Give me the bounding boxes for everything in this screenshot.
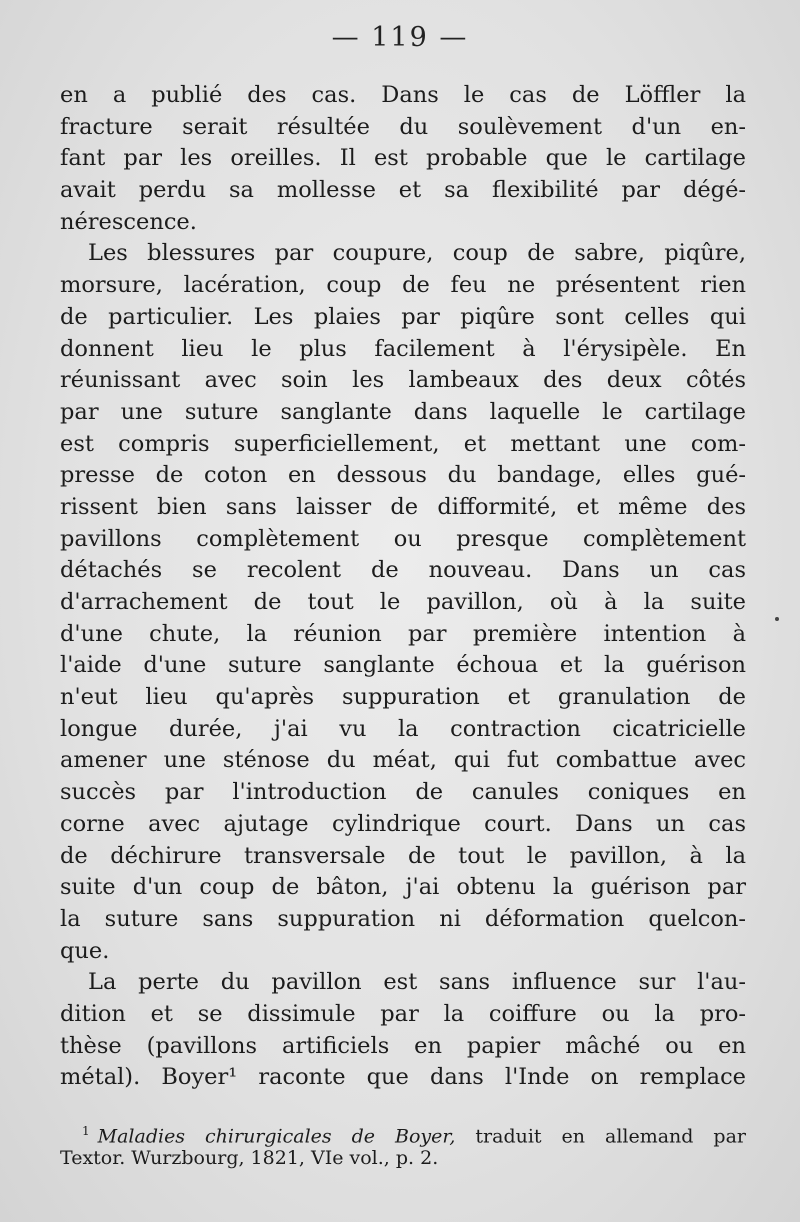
text-line: suite d'un coup de bâton, j'ai obtenu la guérison par bbox=[60, 874, 746, 901]
text-line: thèse (pavillons artificiels en papier mâché ou en bbox=[60, 1032, 746, 1059]
footnote-line bbox=[60, 1118, 746, 1148]
text-line: la suture sans suppuration ni déformation quelcon- bbox=[60, 905, 746, 932]
footnote-mark: 1 bbox=[82, 1124, 90, 1138]
paper-speck bbox=[775, 617, 779, 621]
text-line: dition et se dissimule par la coiffure ou la pro- bbox=[60, 1000, 746, 1027]
page-number: — 119 — bbox=[331, 22, 469, 53]
text-line: donnent lieu le plus facilement à l'érysipèle. En bbox=[60, 335, 746, 362]
text-line: fant par les oreilles. Il est probable que le cartilage bbox=[60, 145, 746, 172]
text-line: rissent bien sans laisser de difformité, et même des bbox=[60, 493, 746, 520]
text-line: d'arrachement de tout le pavillon, où à la suite bbox=[60, 589, 746, 615]
text-line: corne avec ajutage cylindrique court. Dans un cas bbox=[60, 810, 746, 837]
text-line: presse de coton en dessous du bandage, elles gué- bbox=[60, 462, 746, 489]
text-line: pavillons complètement ou presque complètement bbox=[60, 525, 746, 552]
footnote bbox=[60, 1118, 746, 1172]
text-line: amener une sténose du méat, qui fut combattue avec bbox=[60, 747, 746, 774]
text-line: l'aide d'une suture sanglante échoua et la guérison bbox=[60, 652, 746, 679]
text-line: n'eut lieu qu'après suppuration et granulation de bbox=[60, 684, 746, 711]
text-line: par une suture sanglante dans laquelle le cartilage bbox=[60, 398, 746, 425]
text-line: morsure, lacération, coup de feu ne présentent rien bbox=[60, 272, 746, 299]
text-line: d'une chute, la réunion par première intention à bbox=[60, 620, 746, 647]
text-line: métal). Boyer¹ raconte que dans l'Inde on remplace bbox=[60, 1064, 746, 1091]
text-line: en a publié des cas. Dans le cas de Löffler la bbox=[60, 82, 746, 108]
footnote-title: Maladies chirurgicales de Boyer, bbox=[97, 1125, 456, 1148]
text-line: détachés se recolent de nouveau. Dans un cas bbox=[60, 557, 746, 584]
footnote-text: traduit en allemand par bbox=[455, 1125, 746, 1148]
text-line: que. bbox=[60, 937, 110, 964]
text-line: avait perdu sa mollesse et sa flexibilité par dégé- bbox=[60, 177, 746, 204]
text-line: Les blessures par coupure, coup de sabre, piqûre, bbox=[88, 240, 746, 267]
text-line: réunissant avec soin les lambeaux des deux côtés bbox=[60, 367, 746, 394]
text-line: fracture serait résultée du soulèvement d'un en- bbox=[60, 113, 746, 140]
text-line: longue durée, j'ai vu la contraction cicatricielle bbox=[60, 715, 746, 742]
text-line: succès par l'introduction de canules coniques en bbox=[60, 779, 746, 806]
footnote-line: Textor. Wurzbourg, 1821, VIe vol., p. 2. bbox=[60, 1147, 439, 1169]
text-line: de déchirure transversale de tout le pavillon, à la bbox=[60, 842, 746, 869]
body-text bbox=[60, 80, 746, 1094]
text-line: de particulier. Les plaies par piqûre sont celles qui bbox=[60, 303, 746, 330]
text-line: est compris superficiellement, et mettant une com- bbox=[60, 430, 746, 457]
text-line: nérescence. bbox=[60, 208, 197, 235]
text-line: La perte du pavillon est sans influence sur l'au- bbox=[88, 969, 746, 996]
